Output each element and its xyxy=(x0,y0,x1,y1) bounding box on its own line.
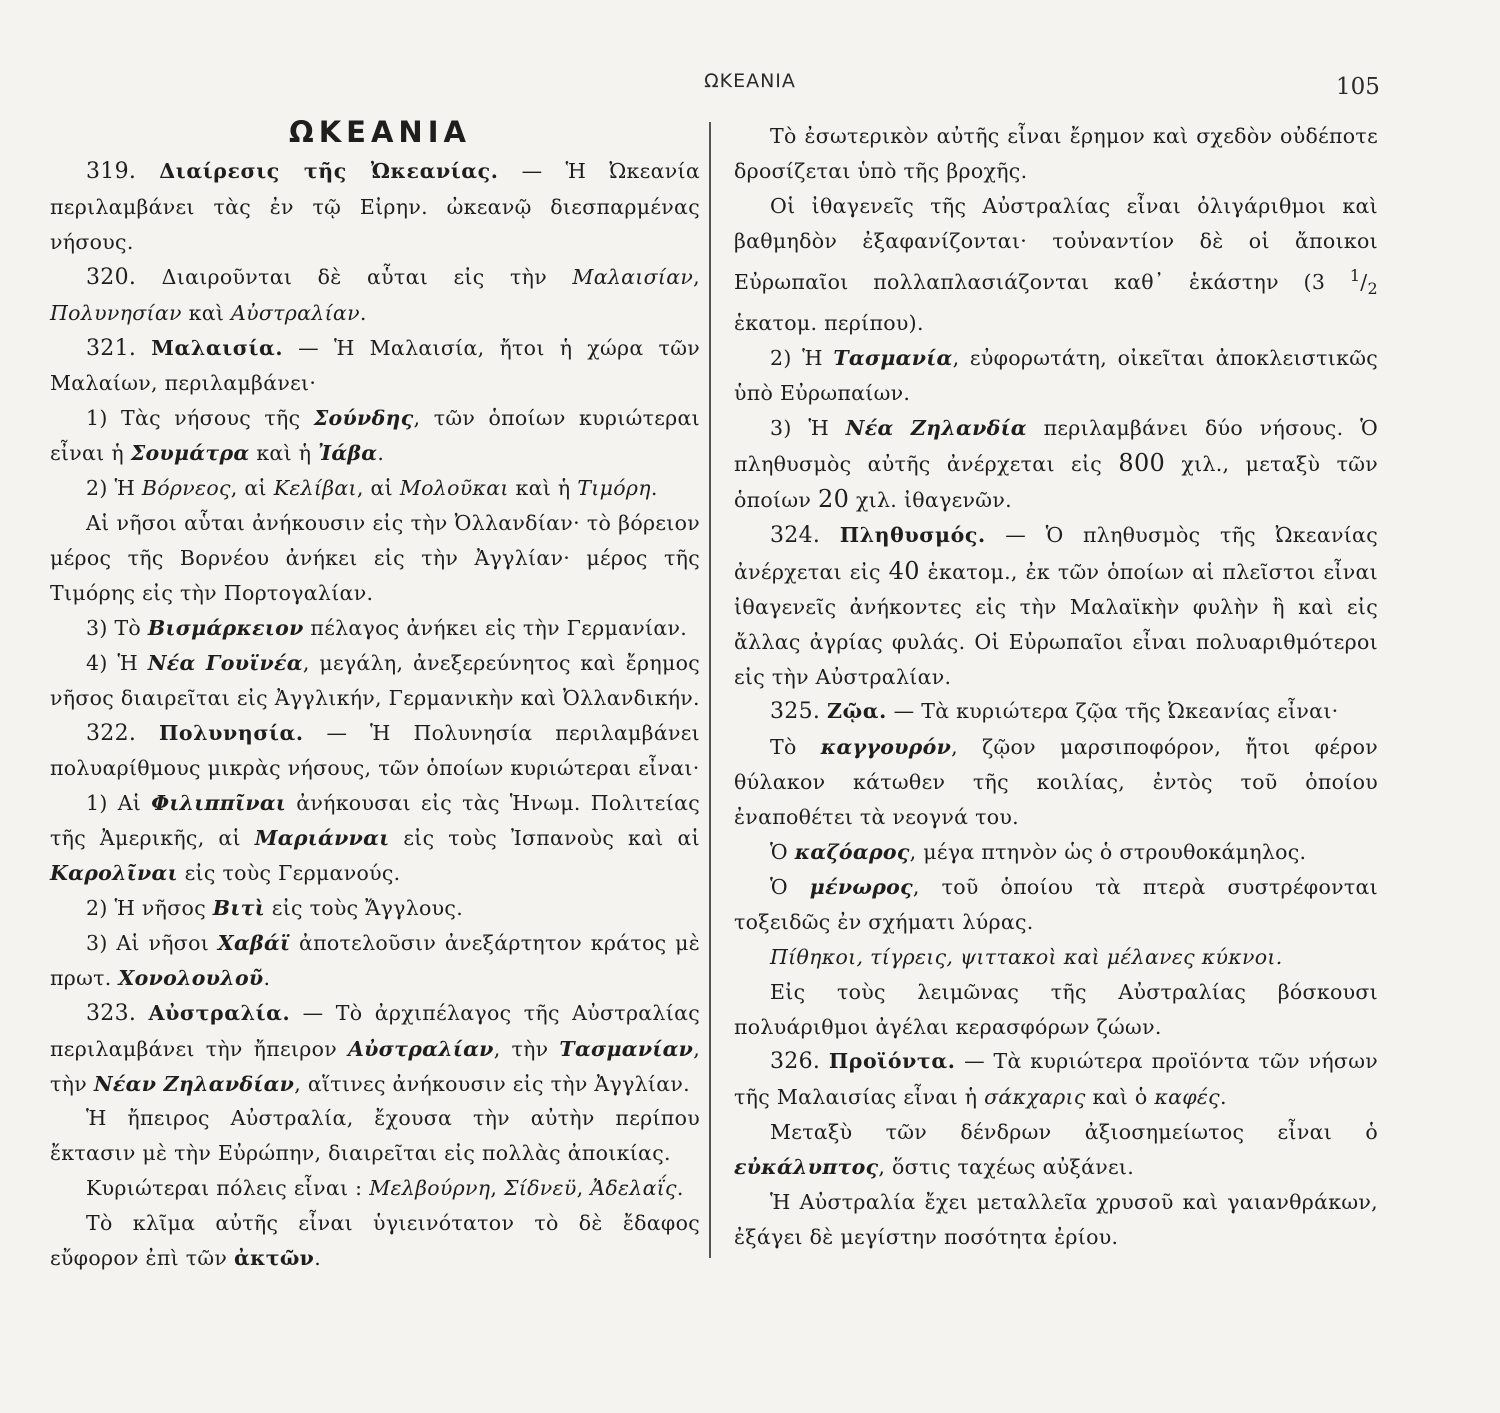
paragraph-r3 xyxy=(734,341,1378,411)
city-name: Ἀδελαΐς xyxy=(590,1176,677,1201)
text-run: 2) Ἡ νῆσος xyxy=(86,896,213,921)
list-item-321-1 xyxy=(50,401,700,471)
text-run: Ὁ xyxy=(770,874,810,899)
section-heading: Ζῷα. xyxy=(827,699,887,724)
section-heading: Προϊόντα. xyxy=(828,1049,956,1074)
section-323 xyxy=(50,996,700,1102)
paragraph-323-b: Ἡ ἤπειρος Αὐστραλία, ἔχουσα τὴν αὐτὴν περίπου ἔκτασιν μὲ τὴν Εὐρώπην, διαιρεῖται εἰς πολλὰς ἀποικίας. xyxy=(50,1106,700,1166)
population-figure: 20 xyxy=(818,484,850,513)
text-run: 2) Ἡ xyxy=(86,476,142,501)
text-run: , xyxy=(490,1176,504,1201)
section-text: — Ἡ Μαλαισία, ἤτοι ἡ χώρα τῶν Μαλαίων, περιλαμβάνει· xyxy=(50,335,700,396)
paragraph-r7 xyxy=(734,730,1378,835)
text-run: ἀκτῶν xyxy=(234,1246,315,1271)
product-name: καφές xyxy=(1154,1085,1220,1110)
place-name: Ἰάβα xyxy=(318,441,378,466)
tree-name: εὐκάλυπτος xyxy=(734,1155,879,1180)
section-number: 321. xyxy=(86,335,137,361)
list-item-322-1 xyxy=(50,786,700,891)
paragraph-r8 xyxy=(734,835,1378,870)
section-321 xyxy=(50,331,700,402)
text-run: εἰς τοὺς Ἰσπανοὺς καὶ αἱ xyxy=(389,826,700,851)
text-run: . xyxy=(263,965,271,990)
place-name: Βισμάρκειον xyxy=(147,615,304,640)
section-heading: Αὐστραλία. xyxy=(148,1000,291,1025)
place-name: Σουμάτρα xyxy=(130,441,250,466)
column-divider xyxy=(709,122,711,1258)
section-number: 326. xyxy=(770,1049,821,1075)
text-run: . xyxy=(314,1246,322,1271)
text-run: χιλ., μεταξὺ τῶν ὁποίων xyxy=(734,452,1378,512)
section-text: — Τὰ κυριώτερα ζῷα τῆς Ὠκεανίας εἶναι· xyxy=(886,699,1339,724)
population-figure: 40 xyxy=(888,556,920,585)
place-name: Τασμανία xyxy=(833,346,953,371)
text-run: ἑκατομ. περίπου). xyxy=(734,311,924,336)
section-319 xyxy=(50,154,700,260)
text-run: 3) Τὸ xyxy=(86,615,148,640)
text-run: καὶ ἡ xyxy=(508,476,578,501)
section-heading: Πολυνησία. xyxy=(158,720,304,745)
place-name: Σούνδης xyxy=(313,406,414,431)
text-run: 3) Ἡ xyxy=(770,416,846,441)
text-run: , αἱ xyxy=(230,476,274,501)
place-name: Αὐστραλίαν xyxy=(231,300,360,325)
fraction-numerator: 1 xyxy=(1349,265,1361,285)
place-name: Μολοῦκαι xyxy=(399,476,509,501)
paragraph-r14: Ἡ Αὐστραλία ἔχει μεταλλεῖα χρυσοῦ καὶ γαιανθράκων, ἐξάγει δὲ μεγίστην ποσότητα ἐρίου. xyxy=(734,1190,1378,1250)
product-name: σάκχαρις xyxy=(984,1085,1086,1110)
place-name: Χαβάϊ xyxy=(217,930,291,955)
paragraph-r1: Τὸ ἐσωτερικὸν αὐτῆς εἶναι ἔρημον καὶ σχεδὸν οὐδέποτε δροσίζεται ὑπὸ τῆς βροχῆς. xyxy=(734,124,1378,183)
text-run: — Τὰ κυριώτερα προϊόντα τῶν νήσων τῆς Μαλαισίας εἶναι ἡ xyxy=(734,1049,1378,1110)
text-run: Τὸ xyxy=(770,735,821,760)
place-name: Αὐστραλίαν xyxy=(347,1036,494,1061)
paragraph-r13 xyxy=(734,1115,1378,1185)
place-name: Νέαν Ζηλανδίαν xyxy=(93,1071,295,1096)
section-number: 319. xyxy=(86,159,137,184)
text-run: ἀποτελοῦσιν ἀνεξάρτητον κράτος μὲ πρωτ. xyxy=(50,930,700,990)
paragraph-321-2b: Αἱ νῆσοι αὗται ἀνήκουσιν εἰς τὴν Ὀλλανδίαν· τὸ βόρειον μέρος τῆς Βορνέου ἀνήκει εἰς τὴν Ἀγγλίαν· μέρος τῆς Τιμόρης εἰς τὴν Πορτογαλίαν. xyxy=(50,511,700,605)
text-run: , αἵτινες ἀνήκουσιν εἰς τὴν Ἀγγλίαν. xyxy=(294,1071,690,1096)
section-326 xyxy=(734,1044,1378,1115)
place-name: Τασμανίαν xyxy=(559,1036,694,1061)
text-run: , μεγάλη, ἀνεξερεύνητος καὶ ἔρημος νῆσος διαιρεῖται εἰς Ἀγγλικήν, Γερμανικὴν καὶ Ὀλλανδικήν. xyxy=(50,650,700,710)
place-name: Χονολουλοῦ xyxy=(118,965,264,990)
right-column xyxy=(734,119,1378,1255)
text-run: , ὅστις ταχέως αὐξάνει. xyxy=(878,1155,1135,1180)
section-325 xyxy=(734,694,1378,730)
text-run: . xyxy=(676,1176,684,1201)
text-run: 1) Αἱ xyxy=(86,791,152,816)
text-run: , μέγα πτηνὸν ὡς ὁ στρουθοκάμηλος. xyxy=(909,840,1307,865)
section-320 xyxy=(50,260,700,331)
paragraph-323-c xyxy=(50,1171,700,1206)
paragraph-323-d xyxy=(50,1206,700,1276)
text-run: ἑκατομ., ἐκ τῶν ὁποίων αἱ πλεῖστοι εἶναι ἰθαγενεῖς ἀνήκοντες εἰς τὴν Μαλαϊκὴν φυλὴν ἢ καὶ εἰς ἄλλας ἀγρίας φυλάς. Οἱ Εὐρωπαῖοι εἶναι πολυαριθμότεροι εἰς τὴν Αὐστραλίαν. xyxy=(734,559,1378,689)
fraction-denominator: 2 xyxy=(1367,278,1378,298)
place-name: Κελίβαι xyxy=(273,476,357,501)
section-text: — Ἡ Ὠκεανία περιλαμβάνει τὰς ἐν τῷ Εἰρην. ὠκεανῷ διεσπαρμένας νήσους. xyxy=(50,159,700,254)
paragraph-r11: Εἰς τοὺς λειμῶνας τῆς Αὐστραλίας βόσκουσι πολυάριθμοι ἀγέλαι κερασφόρων ζώων. xyxy=(734,979,1378,1039)
text-run: 1) Τὰς νήσους τῆς xyxy=(86,406,314,431)
text-run: , εὐφορωτάτη, οἰκεῖται ἀποκλειστικῶς ὑπὸ Εὐρωπαίων. xyxy=(734,346,1378,406)
running-header: ΩΚΕΑΝΙΑ xyxy=(704,70,796,92)
paragraph-r4 xyxy=(734,411,1378,518)
place-name: Φιλιππῖναι xyxy=(151,791,287,816)
text-run: Τὸ κλῖμα αὐτῆς εἶναι ὑγιεινότατον τὸ δὲ ἔδαφος εὔφορον ἐπὶ τῶν xyxy=(50,1211,700,1271)
text-run: 4) Ἡ xyxy=(86,650,148,675)
text-run: . xyxy=(377,441,385,466)
list-item-322-3 xyxy=(50,926,700,996)
text-run: , xyxy=(693,264,700,289)
place-name: Βιτὶ xyxy=(212,896,265,921)
page-number: 105 xyxy=(1336,74,1380,100)
place-name: Πολυνησίαν xyxy=(50,300,182,325)
section-number: 323. xyxy=(86,1000,137,1026)
section-heading: Μαλαισία. xyxy=(151,335,284,360)
chapter-title: ΩΚΕΑΝΙΑ xyxy=(289,115,471,149)
left-column xyxy=(50,110,700,1276)
place-name: Βόρνεος xyxy=(141,476,231,501)
text-run: καὶ ἡ xyxy=(249,441,319,466)
animal-name: μένωρος xyxy=(809,874,913,899)
section-heading: Διαίρεσις τῆς Ὠκεανίας. xyxy=(159,159,499,183)
place-name: Τιμόρη xyxy=(577,476,651,501)
text-run: , τὴν xyxy=(493,1036,560,1061)
section-text: — Ἡ Πολυνησία περιλαμβάνει πολυαρίθμους μικρὰς νήσους, τῶν ὁποίων κυριώτεραι εἶναι· xyxy=(50,720,700,781)
section-number: 325. xyxy=(770,699,821,725)
section-324 xyxy=(734,518,1378,695)
text-run: καὶ xyxy=(181,300,231,325)
list-item-322-2 xyxy=(50,891,700,926)
section-322 xyxy=(50,716,700,787)
text-run: εἰς τοὺς Ἄγγλους. xyxy=(264,896,464,921)
city-name: Σίδνεϋ xyxy=(503,1176,577,1201)
text-run: περιλαμβάνει δύο νήσους. Ὁ πληθυσμὸς αὐτῆς ἀνέρχεται εἰς xyxy=(734,416,1378,477)
text-run: Μεταξὺ τῶν δένδρων ἀξιοσημείωτος εἶναι ὁ xyxy=(770,1120,1378,1145)
animal-name: καγγουρόν xyxy=(820,735,952,760)
text-run: , τοῦ ὁποίου τὰ πτερὰ συστρέφονται τοξειδῶς ἐν σχήματι λύρας. xyxy=(734,874,1378,934)
place-name: Νέα Γουϊνέα xyxy=(147,650,303,675)
section-number: 322. xyxy=(86,720,137,746)
text-run: Κυριώτεραι πόλεις εἶναι : xyxy=(86,1176,370,1201)
list-item-321-2 xyxy=(50,471,700,506)
text-run: χιλ. ἰθαγενῶν. xyxy=(849,487,1012,512)
text-run: Διαιροῦνται δὲ αὗται εἰς τὴν xyxy=(136,264,573,289)
text-run: — Ὁ πληθυσμὸς τῆς Ὠκεανίας ἀνέρχεται εἰς xyxy=(734,522,1378,584)
text-run: Οἱ ἰθαγενεῖς τῆς Αὐστραλίας εἶναι ὀλιγάριθμοι καὶ βαθμηδὸν ἐξαφανίζονται· τοὐναντίον δὲ οἱ ἄποικοι Εὐρωπαῖοι πολλαπλασιάζονται καθ᾽ ἑκάστην (3 xyxy=(734,193,1378,294)
text-run: — Τὸ ἀρχιπέλαγος τῆς Αὐστραλίας περιλαμβάνει τὴν ἤπειρον xyxy=(50,1000,700,1061)
text-run: , τὴν xyxy=(50,1036,701,1096)
text-run: 2) Ἡ xyxy=(770,346,834,371)
city-name: Μελβούρνη xyxy=(369,1176,491,1201)
text-run: πέλαγος ἀνήκει εἰς τὴν Γερμανίαν. xyxy=(303,615,688,640)
section-heading: Πληθυσμός. xyxy=(839,522,986,547)
text-run: . xyxy=(1219,1085,1227,1110)
text-run: καὶ ὁ xyxy=(1085,1085,1155,1110)
section-number: 324. xyxy=(770,522,821,548)
text-run: , τῶν ὁποίων κυριώτεραι εἶναι ἡ xyxy=(50,406,700,466)
animal-name: καζόαρος xyxy=(794,840,910,865)
paragraph-r2 xyxy=(734,189,1378,342)
list-item-321-4 xyxy=(50,646,700,716)
text-run: . xyxy=(650,476,658,501)
text-run: Ὁ xyxy=(770,840,795,865)
text-run: ἀνήκουσαι εἰς τὰς Ἡνωμ. Πολιτείας τῆς Ἀμερικῆς, αἱ xyxy=(50,791,700,851)
place-name: Καρολῖναι xyxy=(50,861,178,886)
paragraph-r9 xyxy=(734,870,1378,940)
place-name: Νέα Ζηλανδία xyxy=(845,416,1027,441)
text-run: εἰς τοὺς Γερμανούς. xyxy=(177,861,401,886)
population-figure: 800 xyxy=(1118,449,1166,478)
list-item-321-3 xyxy=(50,611,700,646)
place-name: Μαριάνναι xyxy=(254,826,390,851)
paragraph-r10: Πίθηκοι, τίγρεις, ψιττακοὶ καὶ μέλανες κύκνοι. xyxy=(770,944,1283,969)
section-number: 320. xyxy=(86,264,137,290)
text-run: , ζῷον μαρσιποφόρον, ἤτοι φέρον θύλακον κάτωθεν τῆς κοιλίας, ἐντὸς τοῦ ὁποίου ἐναποθέτει τὰ νεογνά του. xyxy=(734,735,1378,830)
text-run: , xyxy=(576,1176,591,1201)
text-run: , αἱ xyxy=(356,476,400,501)
place-name: Μαλαισίαν xyxy=(572,264,694,289)
text-run: 3) Αἱ νῆσοι xyxy=(86,930,218,955)
fraction-slash: / xyxy=(1360,269,1368,294)
text-run: . xyxy=(359,300,367,325)
